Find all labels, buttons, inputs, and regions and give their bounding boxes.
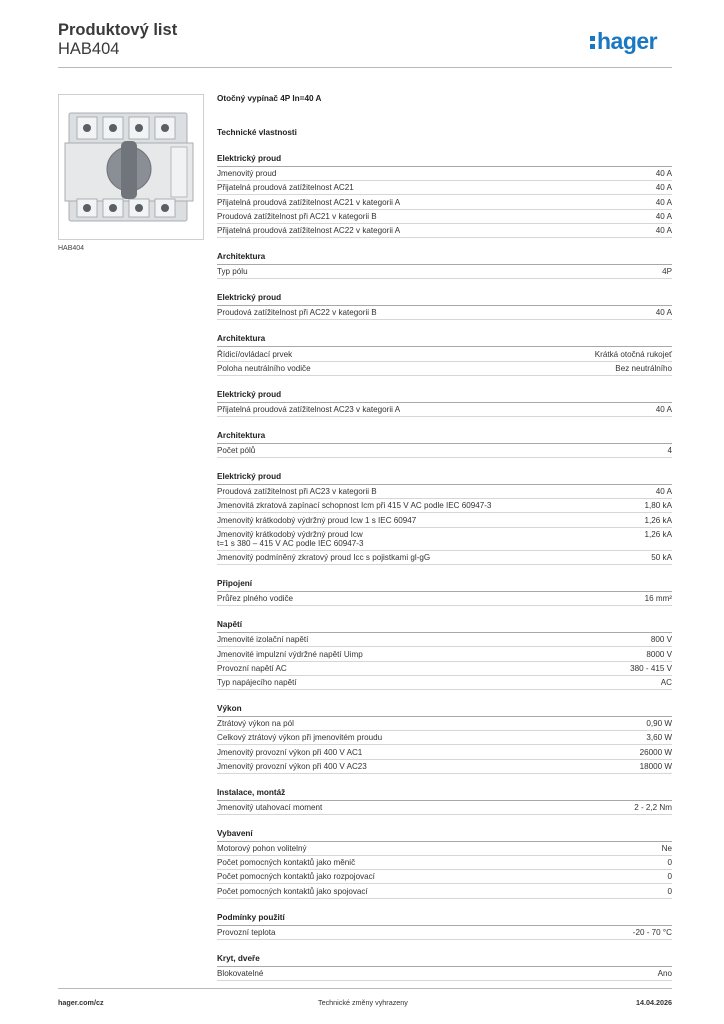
spec-label-text: Provozní teplota <box>217 927 276 937</box>
spec-label-text: Celkový ztrátový výkon při jmenovitém proudu <box>217 733 383 743</box>
spec-row <box>217 528 672 551</box>
spec-value: Ano <box>657 969 672 978</box>
spec-label-text: Přijatelná proudová zatížitelnost AC23 v kategorii A <box>217 404 401 414</box>
spec-label-text: Provozní napětí AC <box>217 663 287 673</box>
section-title: Výkon <box>217 704 672 717</box>
spec-label <box>217 872 667 881</box>
spec-label <box>217 267 662 276</box>
spec-value: 40 A <box>655 183 672 193</box>
rotary-switch-product-icon <box>59 95 203 239</box>
spec-label-text: Motorový pohon volitelný <box>217 844 307 854</box>
spec-section <box>217 252 672 279</box>
spec-value: 40 A <box>655 404 672 414</box>
footer-date: 14.04.2026 <box>636 998 672 1007</box>
spec-value: 4 <box>667 446 672 456</box>
spec-value: 16 mm² <box>644 594 672 604</box>
spec-value: 3,60 W <box>646 733 672 743</box>
section-title: Elektrický proud <box>217 472 672 485</box>
spec-row <box>217 306 672 320</box>
hager-logo[interactable] <box>590 28 657 55</box>
product-subtitle: Otočný vypínač 4P In=40 A <box>217 94 322 103</box>
spec-label <box>217 928 633 937</box>
section-title: Architektura <box>217 334 672 347</box>
spec-label <box>217 350 595 359</box>
spec-label <box>217 405 656 414</box>
spec-label <box>217 530 645 548</box>
product-image <box>58 94 204 240</box>
spec-value: 380 - 415 V <box>630 663 672 673</box>
spec-row <box>217 224 672 238</box>
spec-label-text-line2: t=1 s 380 – 415 V AC podle IEC 60947-3 <box>217 538 364 548</box>
spec-value: 1,26 kA <box>644 515 672 525</box>
spec-row <box>217 499 672 513</box>
spec-row <box>217 647 672 661</box>
footer-disclaimer: Technické změny vyhrazeny <box>318 998 408 1007</box>
spec-value: 0 <box>667 872 672 882</box>
spec-section <box>217 704 672 774</box>
spec-section <box>217 829 672 899</box>
spec-label <box>217 635 651 644</box>
spec-value: 26000 W <box>639 747 672 757</box>
product-code: HAB404 <box>58 40 120 58</box>
spec-section <box>217 788 672 815</box>
spec-section <box>217 431 672 458</box>
spec-value: -20 - 70 °C <box>632 927 672 937</box>
spec-label-text: Jmenovitý krátkodobý výdržný proud Icw 1 s IEC 60947 <box>217 515 417 525</box>
technical-properties-title: Technické vlastnosti <box>217 128 297 137</box>
spec-row <box>217 195 672 209</box>
spec-value: Bez neutrálního <box>615 363 672 373</box>
spec-value: 40 A <box>655 487 672 497</box>
spec-value: 40 A <box>655 308 672 318</box>
spec-label <box>217 887 667 896</box>
section-title: Napětí <box>217 620 672 633</box>
spec-label-text: Jmenovitý provozní výkon při 400 V AC1 <box>217 747 363 757</box>
section-title: Připojení <box>217 579 672 592</box>
spec-row <box>217 513 672 527</box>
spec-section <box>217 579 672 606</box>
spec-label <box>217 516 645 525</box>
spec-label-text: Jmenovitá zkratová zapínací schopnost Icm při 415 V AC podle IEC 60947-3 <box>217 501 492 511</box>
spec-value: Ne <box>661 844 672 854</box>
spec-label-text: Ztrátový výkon na pól <box>217 719 294 729</box>
spec-row <box>217 265 672 279</box>
spec-label <box>217 733 646 742</box>
section-title: Elektrický proud <box>217 293 672 306</box>
spec-value: 1,80 kA <box>644 501 672 511</box>
spec-value: 0 <box>667 886 672 896</box>
spec-section <box>217 913 672 940</box>
spec-row <box>217 967 672 981</box>
spec-value: 40 A <box>655 197 672 207</box>
spec-label-text: Proudová zatížitelnost při AC22 v kategorii B <box>217 308 377 318</box>
section-title: Instalace, montáž <box>217 788 672 801</box>
spec-label <box>217 364 615 373</box>
spec-label <box>217 844 662 853</box>
spec-label <box>217 446 667 455</box>
spec-row <box>217 210 672 224</box>
section-title: Podmínky použití <box>217 913 672 926</box>
spec-section <box>217 293 672 320</box>
spec-label-text: Jmenovitý proud <box>217 169 277 179</box>
spec-label <box>217 169 656 178</box>
spec-label-text: Typ pólu <box>217 267 248 277</box>
spec-value: 2 - 2,2 Nm <box>634 802 672 812</box>
spec-label <box>217 664 630 673</box>
spec-label <box>217 858 667 867</box>
spec-value: 0,90 W <box>646 719 672 729</box>
spec-label <box>217 678 661 687</box>
spec-label-text: Přijatelná proudová zatížitelnost AC21 v kategorii A <box>217 197 401 207</box>
spec-label-text: Jmenovitý krátkodobý výdržný proud Icw <box>217 529 363 539</box>
spec-row <box>217 926 672 940</box>
spec-label-text: Počet pólů <box>217 446 256 456</box>
spec-label <box>217 198 656 207</box>
spec-label-text: Přijatelná proudová zatížitelnost AC21 <box>217 183 354 193</box>
footer-divider <box>58 988 672 989</box>
spec-label <box>217 969 658 978</box>
spec-label-text: Jmenovité izolační napětí <box>217 635 309 645</box>
spec-label-text: Jmenovitý utahovací moment <box>217 802 323 812</box>
spec-label-text: Proudová zatížitelnost při AC23 v kategorii B <box>217 487 377 497</box>
spec-row <box>217 403 672 417</box>
spec-label <box>217 501 645 510</box>
spec-section <box>217 154 672 238</box>
spec-row <box>217 362 672 376</box>
spec-row <box>217 592 672 606</box>
logo-text: hager <box>597 28 658 54</box>
spec-value: 1,26 kA <box>644 529 672 539</box>
spec-label-text: Průřez plného vodiče <box>217 594 294 604</box>
spec-section <box>217 954 672 981</box>
spec-label-text: Jmenovitý podmíněný zkratový proud Icc s pojistkami gl-gG <box>217 553 431 562</box>
footer-website-link[interactable]: hager.com/cz <box>58 998 104 1007</box>
spec-value: 0 <box>667 858 672 868</box>
spec-row <box>217 884 672 898</box>
spec-label <box>217 748 640 757</box>
spec-row <box>217 870 672 884</box>
spec-row <box>217 760 672 774</box>
spec-value: 40 A <box>655 169 672 179</box>
spec-value: 50 kA <box>651 553 672 562</box>
section-title: Vybavení <box>217 829 672 842</box>
section-title: Architektura <box>217 431 672 444</box>
spec-label <box>217 212 656 221</box>
header-divider <box>58 67 672 68</box>
product-image-caption: HAB404 <box>58 245 85 252</box>
spec-row <box>217 181 672 195</box>
spec-label <box>217 803 634 812</box>
spec-row <box>217 662 672 676</box>
spec-row <box>217 485 672 499</box>
spec-label-text: Počet pomocných kontaktů jako spojovací <box>217 886 368 896</box>
spec-row <box>217 167 672 181</box>
spec-value: 18000 W <box>639 761 672 771</box>
spec-label-text: Typ napájecího napětí <box>217 677 297 687</box>
spec-label-text: Proudová zatížitelnost při AC21 v kategorii B <box>217 211 377 221</box>
spec-label-text: Jmenovitý provozní výkon při 400 V AC23 <box>217 761 367 771</box>
spec-label-text: Počet pomocných kontaktů jako měnič <box>217 858 356 868</box>
section-title: Kryt, dveře <box>217 954 672 967</box>
spec-label-text: Počet pomocných kontaktů jako rozpojovací <box>217 872 375 882</box>
spec-value: 4P <box>662 267 672 277</box>
spec-row <box>217 801 672 815</box>
spec-row <box>217 347 672 361</box>
spec-label <box>217 762 640 771</box>
spec-section <box>217 390 672 417</box>
spec-label <box>217 719 646 728</box>
spec-sections <box>217 154 672 981</box>
spec-row <box>217 856 672 870</box>
spec-label-text: Blokovatelné <box>217 969 264 978</box>
spec-value: 8000 V <box>646 649 672 659</box>
page-header <box>58 20 177 58</box>
spec-label-text: Jmenovité impulzní výdržné napětí Uimp <box>217 649 363 659</box>
spec-value: 800 V <box>650 635 672 645</box>
spec-value: AC <box>660 677 672 687</box>
spec-label <box>217 308 656 317</box>
logo-colon-icon <box>590 32 596 50</box>
spec-label-text: Přijatelná proudová zatížitelnost AC22 v kategorii A <box>217 225 401 235</box>
spec-label-text: Řídicí/ovládací prvek <box>217 349 293 359</box>
spec-label <box>217 183 656 192</box>
section-title: Architektura <box>217 252 672 265</box>
spec-row <box>217 633 672 647</box>
spec-label <box>217 487 656 496</box>
spec-label <box>217 226 656 235</box>
spec-value: 40 A <box>655 211 672 221</box>
spec-section <box>217 472 672 565</box>
technical-content <box>217 90 672 995</box>
section-title: Elektrický proud <box>217 390 672 403</box>
spec-section <box>217 334 672 375</box>
spec-label-text: Poloha neutrálního vodiče <box>217 363 311 373</box>
section-title: Elektrický proud <box>217 154 672 167</box>
spec-value: Krátká otočná rukojeť <box>594 349 672 359</box>
spec-row <box>217 717 672 731</box>
spec-section <box>217 620 672 690</box>
spec-value: 40 A <box>655 225 672 235</box>
spec-label <box>217 553 651 562</box>
spec-row <box>217 551 672 565</box>
spec-row <box>217 842 672 856</box>
document-title: Produktový list <box>58 21 178 39</box>
spec-row <box>217 745 672 759</box>
spec-row <box>217 444 672 458</box>
spec-label <box>217 594 645 603</box>
spec-label <box>217 650 646 659</box>
spec-row <box>217 676 672 690</box>
spec-row <box>217 731 672 745</box>
